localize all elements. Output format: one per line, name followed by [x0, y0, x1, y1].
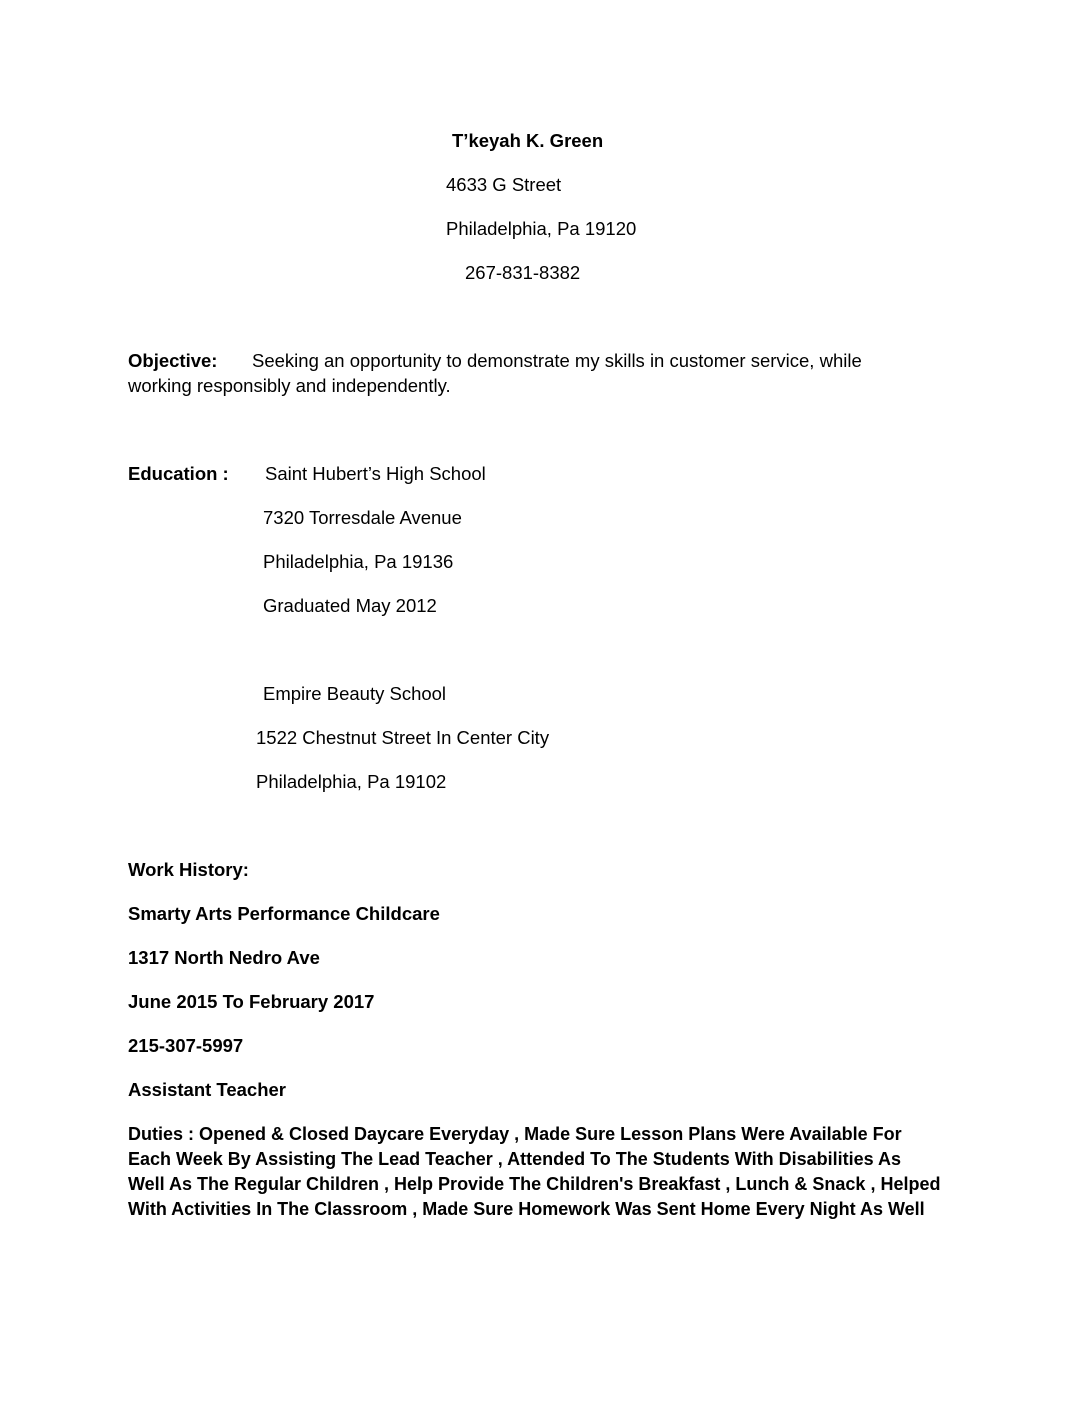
employment-dates: June 2015 To February 2017	[128, 991, 375, 1012]
school-name: Saint Hubert’s High School	[265, 463, 486, 484]
objective-text-continued: working responsibly and independently.	[128, 375, 451, 396]
objective-label: Objective:	[128, 350, 218, 371]
applicant-phone: 267-831-8382	[465, 262, 581, 283]
work-history-label: Work History:	[128, 859, 249, 880]
school-street: 1522 Chestnut Street In Center City	[256, 727, 550, 748]
applicant-street: 4633 G Street	[446, 174, 562, 195]
duties-line: With Activities In The Classroom , Made Sure Homework Was Sent Home Every Night As Well	[128, 1199, 925, 1219]
applicant-name: T’keyah K. Green	[452, 130, 604, 151]
education-label: Education :	[128, 463, 229, 484]
duties-line: Well As The Regular Children , Help Provide The Children's Breakfast , Lunch & Snack , Helped	[128, 1174, 941, 1194]
duties-line: Duties : Opened & Closed Daycare Everyday , Made Sure Lesson Plans Were Available For	[128, 1124, 902, 1144]
school-graduation: Graduated May 2012	[263, 595, 437, 616]
school-street: 7320 Torresdale Avenue	[263, 507, 462, 528]
employer-name: Smarty Arts Performance Childcare	[128, 903, 440, 924]
school-name: Empire Beauty School	[263, 683, 447, 704]
employer-phone: 215-307-5997	[128, 1035, 244, 1056]
applicant-city: Philadelphia, Pa 19120	[446, 218, 637, 239]
objective-text: Seeking an opportunity to demonstrate my skills in customer service, while	[252, 350, 862, 371]
duties-line: Each Week By Assisting The Lead Teacher , Attended To The Students With Disabilities As	[128, 1149, 901, 1169]
employer-address: 1317 North Nedro Ave	[128, 947, 320, 968]
job-title: Assistant Teacher	[128, 1079, 286, 1100]
school-city: Philadelphia, Pa 19102	[256, 771, 447, 792]
school-city: Philadelphia, Pa 19136	[263, 551, 454, 572]
